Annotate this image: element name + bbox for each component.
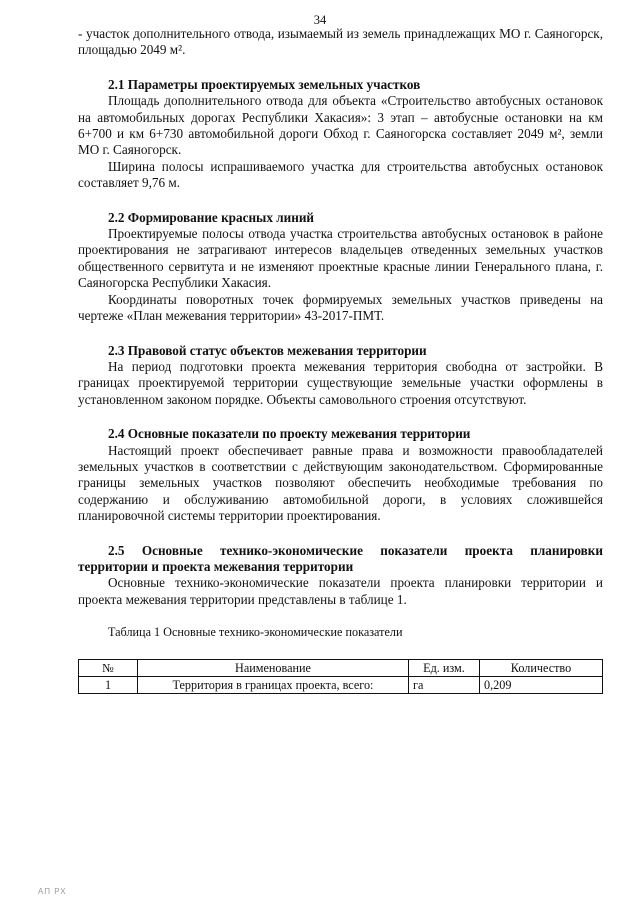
page-number: 34 bbox=[313, 13, 327, 27]
footer-stamp-mark: АП РХ bbox=[38, 887, 67, 896]
paragraph: Основные технико-экономические показатели проекта планировки территории и проекта межевания территории представлены в таблице 1. bbox=[78, 575, 603, 607]
header-quantity: Количество bbox=[480, 659, 603, 676]
table-header-row bbox=[79, 659, 603, 676]
table-caption: Таблица 1 Основные технико-экономические показатели bbox=[108, 625, 403, 640]
paragraph: Площадь дополнительного отвода для объекта «Строительство автобусных остановок на автомобильных дорогах Республики Хакасия»: 3 этап – автобусные остановки на км 6+700 и км 6+730 автомобильной дороги Обход г. Саяногорска составляет 2049 м², земли МО г. Саяногорск. bbox=[78, 93, 603, 158]
paragraph: Проектируемые полосы отвода участка строительства автобусных остановок в районе проектирования не затрагивают интересов владельцев отведенных земельных участков общественного сервитута и не изменяют проектные красные линии Генерального плана, г. Саяногорска Республики Хакасия. bbox=[78, 226, 603, 291]
paragraph: Координаты поворотных точек формируемых земельных участков приведены на чертеже «План межевания территории» 43-2017-ПМТ. bbox=[78, 291, 603, 324]
indicators-table bbox=[78, 659, 603, 694]
document-body bbox=[78, 26, 603, 694]
paragraph: Настоящий проект обеспечивает равные права и возможности правообладателей земельных участков в соответствии с действующим законодательством. Сформированные границы земельных участков позволяют обеспечить необходимые требования по содержанию и обслуживанию автомобильной дороги, в условиях сложившейся планировочной системы территории проектирования. bbox=[78, 442, 603, 524]
section-heading: 2.4 Основные показатели по проекту межевания территории bbox=[108, 426, 471, 442]
paragraph: Ширина полосы испрашиваемого участка для строительства автобусных остановок составляет 9,76 м. bbox=[78, 158, 603, 191]
table-row bbox=[79, 676, 603, 693]
cell-quantity: 0,209 bbox=[480, 676, 603, 693]
header-number: № bbox=[79, 659, 138, 676]
paragraph: На период подготовки проекта межевания территория свободна от застройки. В границах проектируемой территории существующие земельные участки оформлены в установленном законом порядке. Объекты самовольного строения отсутствуют. bbox=[78, 358, 603, 407]
section-2-2 bbox=[78, 210, 603, 325]
cell-name: Территория в границах проекта, всего: bbox=[138, 676, 409, 693]
cell-unit: га bbox=[409, 676, 480, 693]
cell-number: 1 bbox=[79, 676, 138, 693]
section-heading: 2.2 Формирование красных линий bbox=[108, 209, 315, 225]
section-2-4 bbox=[78, 426, 603, 524]
section-heading: 2.1 Параметры проектируемых земельных участков bbox=[108, 76, 421, 92]
header-name: Наименование bbox=[138, 659, 409, 676]
header-unit: Ед. изм. bbox=[409, 659, 480, 676]
section-2-5 bbox=[78, 543, 603, 609]
intro-paragraph: - участок дополнительного отвода, изымаемый из земель принадлежащих МО г. Саяногорск, площадью 2049 м². bbox=[78, 26, 603, 58]
section-heading: 2.3 Правовой статус объектов межевания территории bbox=[108, 342, 427, 358]
section-heading: 2.5 Основные технико-экономические показатели проекта планировки территории и проекта межевания территории bbox=[78, 542, 603, 574]
section-2-3 bbox=[78, 343, 603, 409]
section-2-1 bbox=[78, 77, 603, 192]
